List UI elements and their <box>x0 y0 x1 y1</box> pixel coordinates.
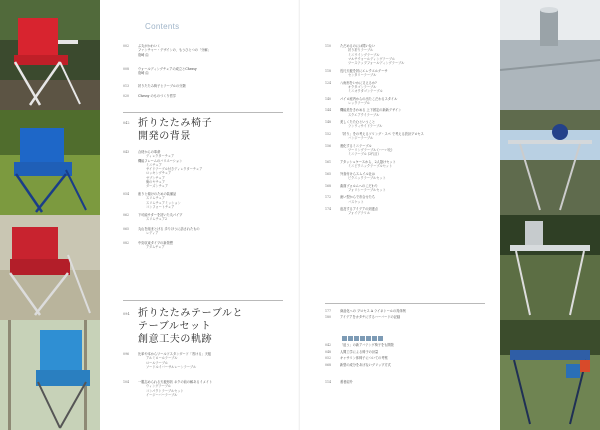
entry-title: アイデアをカタチにするハーバードの記録 <box>340 315 401 320</box>
entry-title: 八角形をいかに又えるか? <box>340 80 377 85</box>
entry-item: ウィングテーブル <box>146 384 171 389</box>
share-icon <box>354 336 359 341</box>
entry-item: サイドテーブル付きディレクターチェア <box>146 167 203 172</box>
entry-item: ピクニックテーブルセット <box>348 175 386 180</box>
entry-title: 折りたたみ椅子とテーブルの分類 <box>138 84 186 88</box>
entry-title: Chessy のものづくり哲学 <box>138 94 176 98</box>
left-photo-column <box>0 0 100 430</box>
entry-item: ゼブンチェア <box>146 175 165 180</box>
entry-title: 人間工学による椅子の計量 <box>340 349 379 354</box>
entry-item: ツーリングテーブル (ハーパ化) <box>348 148 393 153</box>
entry-title: 丸山を組まとげる 歩りほうに訪されたもの <box>138 227 200 231</box>
entry-item: スリムチェアミッション <box>146 200 181 205</box>
share-icon <box>360 336 365 341</box>
entry-item: コンパクトテーブルセット <box>146 388 184 393</box>
page-number: 042 <box>325 343 332 347</box>
entry-author: 島崎 由 <box>138 52 149 57</box>
page-number: 156 <box>325 143 332 148</box>
section-title: 折りたたみテーブルと テーブルセット 創意工夫の軌跡 <box>138 308 244 345</box>
folding-table-grass-photo <box>500 215 600 320</box>
entry-title: 外食付けらスムイル社は <box>340 171 375 176</box>
entry-item: 折り折りテーブル <box>348 48 374 53</box>
entry-item: スリムチェア <box>146 196 165 201</box>
entry-title: 新型の成分をあげないグリップ方式 <box>340 363 391 368</box>
entry-item: ランウィサイドテーブル <box>348 124 383 129</box>
red-folding-chair-photo <box>0 215 100 320</box>
entry-title: 座りと傾けのための装備品 <box>138 192 177 196</box>
page-number: 161 <box>325 159 332 164</box>
entry-item: アダムチェア <box>146 245 165 250</box>
page-number: 180 <box>325 315 332 320</box>
page-number: 054 <box>123 192 130 196</box>
page-number: 144 <box>325 108 332 113</box>
entry-title: 曲面ブォルムへのこだわり <box>340 183 378 188</box>
entry-title: ただめるのには問いない <box>340 44 376 48</box>
entry-subtitle: ファンチャー・デザインの、もうひとつの「分解」 <box>138 48 211 53</box>
entry-title: 美しくたたむということ <box>340 120 376 125</box>
page-number: 165 <box>325 171 332 176</box>
page-number: 008 <box>123 67 130 71</box>
entry-item: フォリシーテーブルセット <box>348 187 386 192</box>
entry-item: オクタゴンテーブル <box>348 84 377 89</box>
page-number: 174 <box>325 207 332 212</box>
entry-item: ミニチェア <box>146 162 162 167</box>
entry-title: 「折り」をの考えるソリング・スペ で考える設計プロセス <box>340 132 424 136</box>
section-title: 折りたたみ椅子 開発の背景 <box>138 118 213 142</box>
entry-title: 合材からの革命 <box>138 150 161 154</box>
page-number: 002 <box>123 44 130 48</box>
entry-item: ミニピクニックテーブルセット <box>348 164 393 169</box>
page-number: 177 <box>325 309 332 313</box>
entry-item: ツーステップフォールディングテーブル <box>348 61 405 66</box>
page-number: 052 <box>325 356 332 361</box>
section-divider <box>123 300 283 301</box>
entry-item: ロッキングチェア <box>146 171 172 176</box>
entry-item: スクエアクイテーブル <box>348 112 380 117</box>
page-number: 140 <box>325 96 332 101</box>
page-number: 172 <box>325 195 332 200</box>
entry-title: 追及するアイデアの到達点 <box>340 207 378 212</box>
share-icon <box>366 336 371 341</box>
page-number: 110 <box>325 44 332 48</box>
entry-item: ミニウイングテーブル <box>348 52 380 57</box>
section-divider <box>123 112 283 113</box>
entry-title: 機能フレームのバリエーション <box>138 158 183 163</box>
entry-item: レックテーブル <box>348 100 370 105</box>
share-icon <box>378 336 383 341</box>
entry-item: フォイデテリル <box>348 211 371 216</box>
entry-title: 連化するミニテーブル <box>340 143 372 148</box>
contents-title: Contents <box>145 22 180 31</box>
page-number: 148 <box>325 120 332 125</box>
page-number: 082 <box>123 241 130 245</box>
table-blue-top-outdoor-photo <box>500 110 600 215</box>
entry-title: ウォールディングチェアの成立とChessy <box>138 67 197 71</box>
entry-title: 一服忘められる天板形状 ネクの前の解あるイメイト <box>138 380 213 384</box>
page-number: 096 <box>123 352 130 356</box>
entry-item: センタリーテーブル <box>348 72 377 77</box>
right-photo-column <box>500 0 600 430</box>
entry-item: レディア <box>146 231 159 236</box>
entry-author: 島崎 由 <box>138 71 149 76</box>
entry-title: パイロ庭内からの出たこだわるスタイル <box>340 96 398 101</box>
page-number: 062 <box>123 213 130 217</box>
entry-title: 機能美をきわめる 上下固定の新新デザイン <box>340 108 402 113</box>
entry-title: 流い型からで市合せたち <box>340 195 376 200</box>
entry-title: 比率や本からワールドスタンダード「巻ける」天板 <box>138 352 212 356</box>
entry-item: スリムチェア2 <box>146 217 167 222</box>
entry-item: アルミロールテーブル <box>146 356 178 361</box>
entry-title: 著者紹介 <box>340 380 353 384</box>
page-number: 065 <box>123 227 130 231</box>
page-number: 124 <box>325 80 332 85</box>
page-number: 048 <box>325 349 332 354</box>
page-number: 068 <box>325 363 332 368</box>
page-number: 104 <box>123 380 130 384</box>
entry-item: 俺のヤチェア <box>146 180 166 185</box>
page-number: 118 <box>325 68 332 73</box>
entry-item: バンジーテーブル <box>348 136 374 141</box>
share-icon <box>348 336 353 341</box>
entry-title: 下可能サターを初いた丸パイプ <box>138 213 183 217</box>
red-director-chair-photo <box>0 0 100 110</box>
entry-item: イージーバーテーブル <box>146 392 178 397</box>
entry-item: ミニテーブル (2代目) <box>348 152 379 157</box>
entry-item: マルチウォールディングテーブル <box>348 56 396 61</box>
entry-title: ぶ丸がかわいく <box>138 44 161 48</box>
entry-title: アタッシュケースから、2人掛けセット <box>340 159 396 164</box>
entry-title: キャサリン体椅子についての考察 <box>340 356 388 361</box>
page-number: 020 <box>123 94 130 98</box>
entry-item: コンフォートチェア <box>146 204 175 209</box>
entry-title: 長尺天板を折にエレクエルゲーサ <box>340 68 388 73</box>
entry-item: ダーズンチェア <box>146 184 169 189</box>
entry-item: ソードルイバーサルレーンテーブル <box>146 364 197 369</box>
entry-title: 中央収束タイプの新発想 <box>138 241 173 245</box>
blue-folding-chair-trees-photo <box>0 320 100 430</box>
entry-title: 「追う」の新アバテング椅子をも開発 <box>340 343 394 347</box>
entry-title: 商品化への プロセス A ライネトールの具体例 <box>340 309 406 313</box>
page-number: 114 <box>325 380 332 384</box>
entry-item: バスケット <box>348 199 364 204</box>
steel-cup-on-table-photo <box>500 0 600 110</box>
icon-strip <box>342 336 383 341</box>
section-page-number: 042 <box>123 121 130 125</box>
page-number: 168 <box>325 183 332 188</box>
share-icon <box>342 336 347 341</box>
page-number: 152 <box>325 132 332 136</box>
entry-item: ミニオクタゴンテーブル <box>348 89 383 94</box>
section-divider <box>325 303 485 304</box>
share-icon <box>372 336 377 341</box>
page-number: 013 <box>123 84 130 88</box>
blue-folding-chair-photo <box>0 110 100 215</box>
entry-item: ロールテーブル <box>146 360 168 365</box>
roll-table-river-photo <box>500 320 600 430</box>
page-number: 043 <box>123 150 130 154</box>
entry-item: ディレクターチェア <box>146 154 175 159</box>
section-page-number: 094 <box>123 312 130 316</box>
